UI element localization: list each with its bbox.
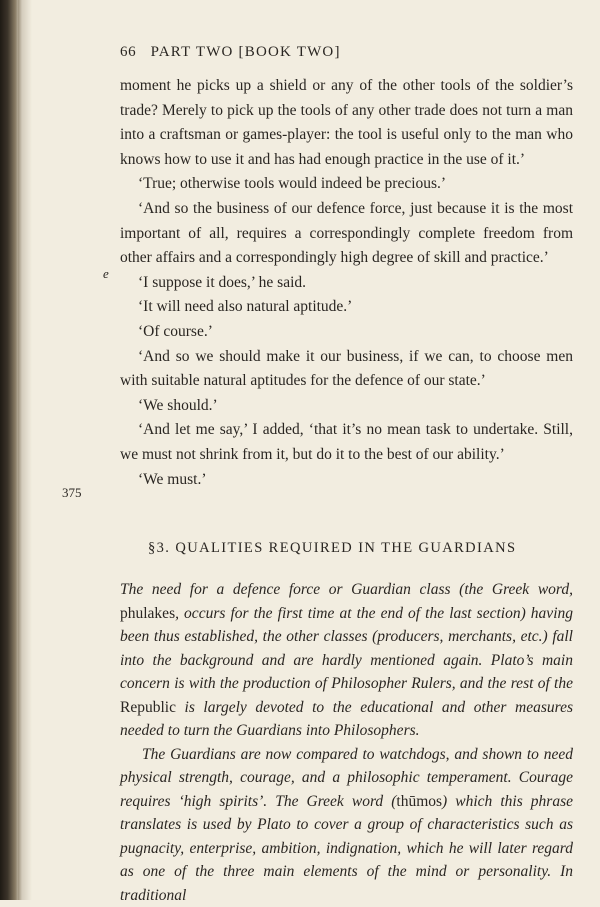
summary-text: ) which this phrase translates is used by Plato to cover a group of characteristics such as pugnacity, enterprise, ambition, indignation, which he will later regard as one of the three main elements of the mind or personality. In traditional	[120, 793, 573, 904]
dialogue-paragraph: ‘And let me say,’ I added, ‘that it’s no mean task to undertake. Still, we must not shrink from it, but do it to the best of our ability.’	[120, 418, 573, 467]
summary-term-thumos: thūmos	[396, 793, 442, 810]
dialogue-paragraph: ‘It will need also natural aptitude.’	[120, 295, 573, 320]
summary-text: The need for a defence force or Guardian class (the Greek word,	[120, 581, 573, 598]
page-gutter-shade	[18, 0, 32, 900]
dialogue-paragraph: ‘Of course.’	[120, 320, 573, 345]
dialogue-paragraph: ‘And so we should make it our business, if we can, to choose men with suitable natural aptitudes for the defence of our state.’	[120, 345, 573, 394]
dialogue-paragraph: ‘And so the business of our defence force, just because it is the most important of all, requires a correspondingly complete freedom from other affairs and a correspondingly high degree of skill and practice.’	[120, 197, 573, 271]
margin-stephanus-number: 375	[62, 485, 82, 501]
page-number: 66	[120, 44, 136, 60]
dialogue-paragraph: moment he picks up a shield or any of the other tools of the soldier’s trade? Merely to pick up the tools of any other trade does not turn a man into a craftsman or games-player: the tool is useful only to the man who knows how to use it and has had enough practice in the use of it.’	[120, 74, 573, 172]
section-heading: §3. QUALITIES REQUIRED IN THE GUARDIANS	[148, 540, 516, 557]
summary-text: , occurs for the first time at the end of the last section) having been thus established, the other classes (producers, merchants, etc.) fall into the background and are hardly mentioned again. Plato’s main concern is with the production of Philosopher Rulers, and the rest of the	[120, 605, 573, 693]
margin-letter-e: e	[103, 266, 109, 282]
summary-term-republic: Republic	[120, 699, 176, 716]
summary-paragraph	[120, 743, 573, 907]
running-title: PART TWO [BOOK TWO]	[151, 44, 341, 60]
summary-text: is largely devoted to the educational and other measures needed to turn the Guardians into Philosophers.	[120, 699, 573, 740]
summary-paragraph	[120, 578, 573, 743]
summary-term-phulakes: phulakes	[120, 605, 175, 622]
running-header	[120, 44, 341, 61]
dialogue-paragraph: ‘True; otherwise tools would indeed be precious.’	[120, 172, 573, 197]
dialogue-paragraph: ‘I suppose it does,’ he said.	[120, 271, 573, 296]
summary-text: The Guardians are now compared to watchdogs, and shown to need physical strength, courage, and a philosophic temperament. Courage requires ‘high spirits’. The Greek word (	[120, 746, 573, 810]
dialogue-paragraph: ‘We must.’	[120, 468, 573, 493]
dialogue-paragraph: ‘We should.’	[120, 394, 573, 419]
section-summary	[120, 578, 573, 907]
dialogue-text	[120, 74, 573, 492]
